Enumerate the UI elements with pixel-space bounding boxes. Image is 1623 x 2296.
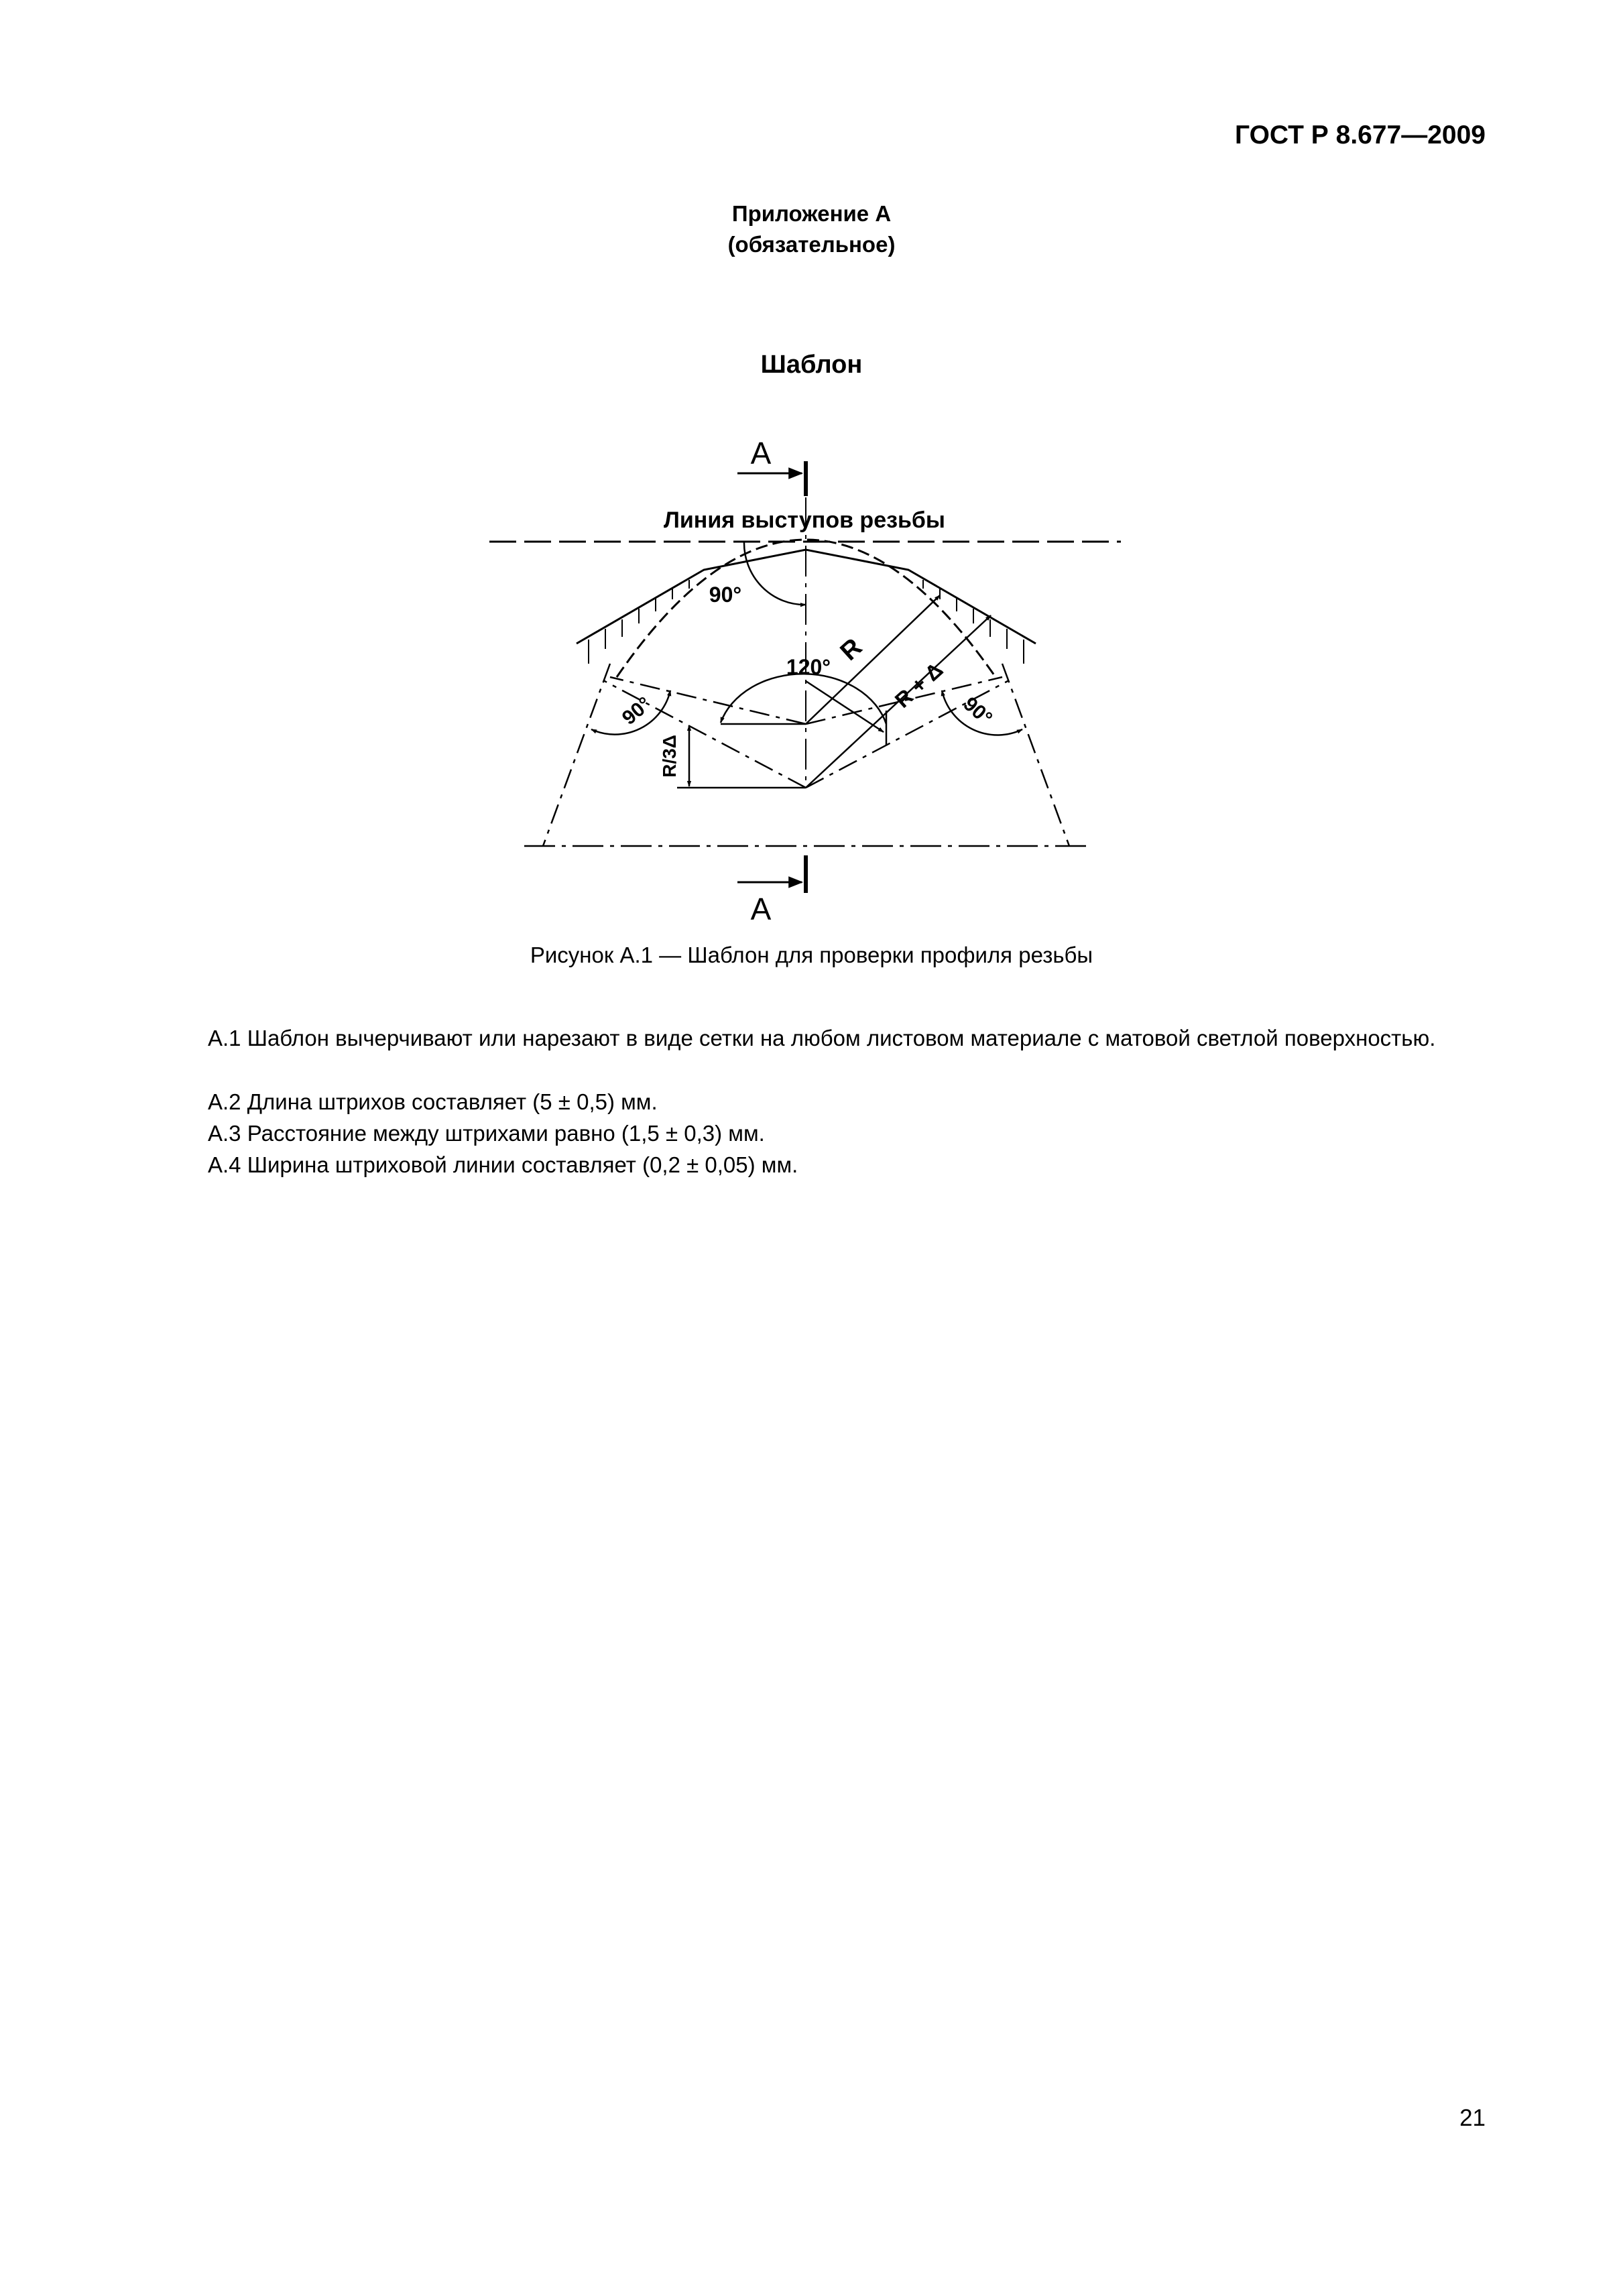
appendix-status: (обязательное) [727,232,896,257]
angle-label-left: 90° [617,692,656,729]
right-flank-line [1002,664,1069,846]
radius-delta-label: R + Δ [890,657,948,713]
left-lower-flank [603,680,806,788]
crest-line-label: Линия выступов резьбы [664,507,945,533]
paragraph-a3 [134,1117,1486,1149]
angle-label-center: 120° [786,655,831,679]
page-number: 21 [1459,2105,1486,2131]
offset-label: R/3Δ [659,735,680,778]
paragraph-a2-text: А.2 Длина штрихов составляет (5 ± 0,5) мм. [208,1089,658,1114]
radius-label: R [835,633,868,666]
template-drawing [0,0,1623,939]
appendix-title: Приложение А [731,201,892,226]
section-mark-top [737,436,806,496]
angle-arrow-center [806,681,884,732]
paragraph-a4-text: А.4 Ширина штриховой линии составляет (0,2 ± 0,05) мм. [208,1152,798,1177]
paragraph-a4 [134,1149,1486,1181]
paragraph-a1 [134,1022,1486,1054]
section-mark-bottom [737,855,806,926]
paragraph-a3-text: А.3 Расстояние между штрихами равно (1,5 ± 0,3) мм. [208,1121,765,1146]
paragraph-a1-text: А.1 Шаблон вычерчивают или нарезают в виде сетки на любом листовом материале с матовой светлой поверхностью. [208,1026,1436,1050]
section-label-bottom: А [750,892,772,926]
angle-label-top: 90° [709,583,742,607]
section-title: Шаблон [760,351,863,379]
figure-caption: Рисунок А.1 — Шаблон для проверки профиля резьбы [530,943,1093,967]
document-code: ГОСТ Р 8.677—2009 [1235,121,1486,149]
left-flank-line [543,664,610,846]
angle-label-right: 90° [959,692,997,730]
angle-arc-center [721,674,886,724]
paragraph-a2 [134,1086,1486,1117]
section-label-top: А [750,436,772,471]
